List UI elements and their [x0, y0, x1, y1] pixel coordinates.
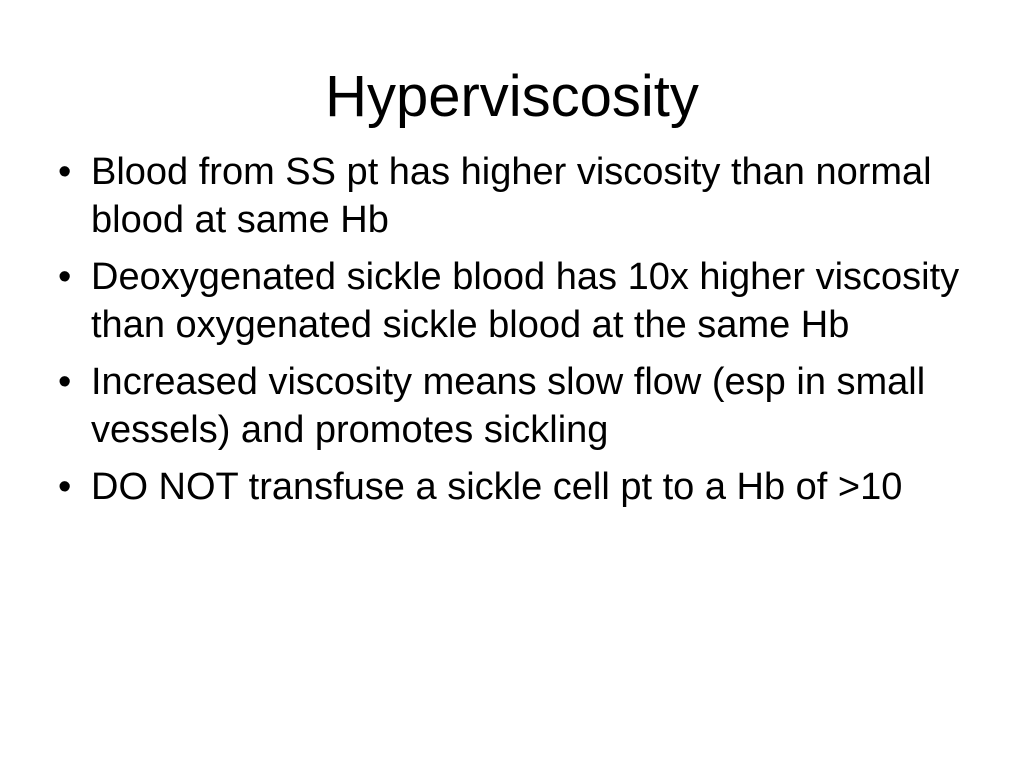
bullet-item [58, 463, 988, 511]
bullet-list [58, 148, 988, 520]
bullet-text: Increased viscosity means slow flow (esp in small vessels) and promotes sickling [91, 361, 926, 451]
bullet-item [58, 148, 988, 244]
bullet-text: DO NOT transfuse a sickle cell pt to a Hb of >10 [91, 466, 903, 508]
bullet-item [58, 253, 988, 349]
slide-title: Hyperviscosity [325, 64, 699, 129]
bullet-icon: • [58, 361, 72, 403]
bullet-icon: • [58, 151, 72, 193]
bullet-text: Blood from SS pt has higher viscosity than normal blood at same Hb [91, 151, 932, 241]
bullet-text: Deoxygenated sickle blood has 10x higher viscosity than oxygenated sickle blood at the same Hb [91, 256, 960, 346]
bullet-item [58, 358, 988, 454]
bullet-icon: • [58, 256, 72, 298]
bullet-icon: • [58, 466, 72, 508]
